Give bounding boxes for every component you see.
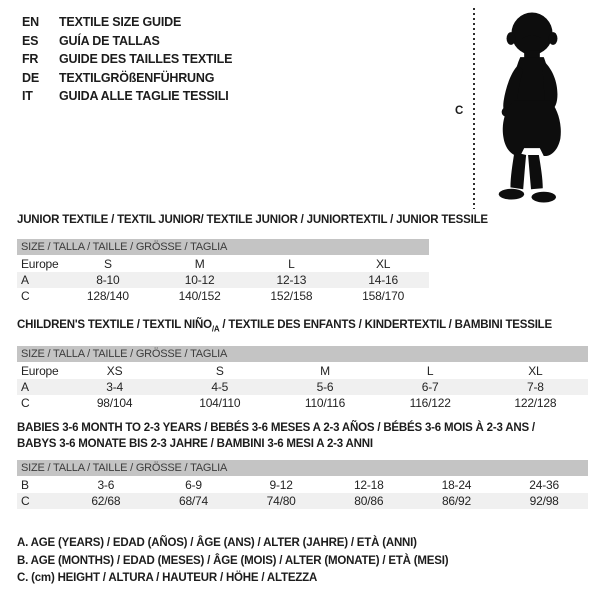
size-cell: L: [288, 257, 295, 271]
row-label: C: [17, 493, 62, 509]
size-table-children: [17, 346, 588, 411]
language-row: [22, 13, 232, 32]
row-label: Europe: [21, 257, 59, 271]
size-cell: 158/170: [362, 289, 405, 303]
size-cell: 24-36: [529, 478, 559, 492]
row-label: Europe: [21, 364, 59, 378]
size-cell: 3-6: [97, 478, 115, 492]
language-code: IT: [22, 89, 33, 104]
subscript-text: /A: [211, 324, 220, 334]
language-label: GUIDE DES TAILLES TEXTILE: [59, 52, 233, 67]
title-text: BABIES 3-6 MONTH TO 2-3 YEARS / BEBÉS 3-6 MESES A 2-3 AÑOS / BÉBÉS 3-6 MOIS À 2-3 ANS /: [17, 422, 535, 434]
size-cell: 6-9: [185, 478, 202, 492]
language-row: [22, 50, 232, 69]
size-cell: 9-12: [269, 478, 293, 492]
table-row: [17, 256, 429, 273]
size-cell: 7-8: [483, 379, 588, 395]
size-header-cell: SIZE / TALLA / TAILLE / GRÖSSE / TAGLIA: [17, 239, 429, 256]
section-title-line: [17, 318, 552, 337]
size-cell: 98/104: [96, 396, 133, 410]
row-label: C: [21, 396, 30, 410]
language-label: TEXTILE SIZE GUIDE: [59, 15, 182, 29]
size-cell: L: [426, 364, 434, 378]
size-cell: 74/80: [237, 493, 325, 509]
size-cell: 86/92: [413, 493, 501, 509]
language-code: ES: [22, 33, 39, 48]
row-label: B: [21, 478, 29, 492]
size-cell: XS: [106, 364, 123, 378]
language-row: [22, 87, 232, 106]
table-row: [17, 363, 588, 380]
legend-line: C. (cm) HEIGHT / ALTURA / HAUTEUR / HÖHE / ALTEZZA: [17, 572, 318, 585]
language-row: [22, 69, 232, 88]
size-cell: 12-13: [246, 272, 338, 288]
size-header-row: [17, 346, 588, 363]
size-cell: S: [215, 364, 224, 378]
size-cell: 6-7: [378, 379, 483, 395]
size-table-babies: [17, 460, 588, 509]
section-title-line: [17, 437, 535, 453]
size-cell: 122/128: [514, 396, 557, 410]
height-measure-dashed-line: [473, 8, 475, 209]
size-cell: 92/98: [500, 493, 588, 509]
size-cell: 128/140: [86, 289, 129, 303]
section-title-children: [17, 318, 552, 337]
size-cell: 116/122: [409, 396, 451, 410]
language-label: GUIDA ALLE TAGLIE TESSILI: [59, 89, 229, 104]
size-cell: 80/86: [325, 493, 413, 509]
legend-line: B. AGE (MONTHS) / EDAD (MESES) / ÂGE (MOIS) / ALTER (MONATE) / ETÀ (MESI): [17, 554, 449, 567]
section-title-junior: [17, 213, 488, 229]
table-row: [17, 493, 588, 509]
table-row: [17, 395, 588, 411]
language-row: [22, 32, 232, 51]
measure-label-c: C: [455, 105, 464, 117]
section-title-babies: [17, 421, 535, 452]
section-title-line: [17, 213, 488, 229]
size-header-cell: SIZE / TALLA / TAILLE / GRÖSSE / TAGLIA: [17, 460, 588, 477]
size-header-cell: SIZE / TALLA / TAILLE / GRÖSSE / TAGLIA: [17, 346, 588, 363]
row-label: A: [17, 272, 62, 288]
size-cell: 110/116: [304, 396, 346, 410]
language-code: EN: [22, 15, 39, 29]
size-cell: 68/74: [150, 493, 238, 509]
language-code: DE: [22, 70, 39, 85]
title-text: JUNIOR TEXTILE / TEXTIL JUNIOR/ TEXTILE JUNIOR / JUNIORTEXTIL / JUNIOR TESSILE: [17, 214, 488, 226]
size-cell: 10-12: [154, 272, 246, 288]
size-cell: 8-10: [62, 272, 154, 288]
size-cell: 12-18: [353, 478, 384, 492]
title-text: BABYS 3-6 MONATE BIS 2-3 JAHRE / BAMBINI 3-6 MESI A 2-3 ANNI: [17, 437, 373, 450]
legend-line: A. AGE (YEARS) / EDAD (AÑOS) / ÂGE (ANS) / ALTER (JAHRE) / ETÀ (ANNI): [17, 537, 417, 549]
size-cell: M: [194, 257, 205, 271]
size-cell: 5-6: [272, 379, 377, 395]
table-row: [17, 379, 588, 395]
size-cell: 3-4: [62, 379, 167, 395]
size-table-junior: [17, 239, 429, 304]
title-text: / TEXTILE DES ENFANTS / KINDERTEXTIL / BAMBINI TESSILE: [219, 319, 552, 331]
table-row: [17, 272, 429, 288]
size-header-row: [17, 460, 588, 477]
language-label: GUÍA DE TALLAS: [59, 33, 160, 48]
size-cell: 18-24: [441, 478, 472, 492]
size-header-row: [17, 239, 429, 256]
row-label: A: [17, 379, 62, 395]
table-row: [17, 288, 429, 304]
size-cell: M: [320, 364, 330, 378]
section-title-line: [17, 421, 535, 437]
size-cell: 4-5: [167, 379, 272, 395]
table-row: [17, 477, 588, 494]
row-label: C: [21, 289, 30, 303]
size-cell: 14-16: [337, 272, 429, 288]
size-cell: 104/110: [199, 396, 241, 410]
size-cell: 62/68: [62, 493, 150, 509]
title-text: CHILDREN'S TEXTILE / TEXTIL NIÑO: [17, 319, 212, 331]
language-list: [22, 13, 232, 106]
size-cell: 140/152: [178, 289, 221, 303]
baby-silhouette-icon: [485, 8, 579, 208]
size-cell: S: [103, 257, 112, 271]
size-cell: XL: [528, 364, 543, 378]
language-code: FR: [22, 52, 39, 67]
measure-legend: [17, 535, 448, 588]
size-cell: XL: [375, 257, 391, 271]
size-cell: 152/158: [270, 289, 313, 303]
language-label: TEXTILGRÖßENFÜHRUNG: [59, 70, 215, 85]
